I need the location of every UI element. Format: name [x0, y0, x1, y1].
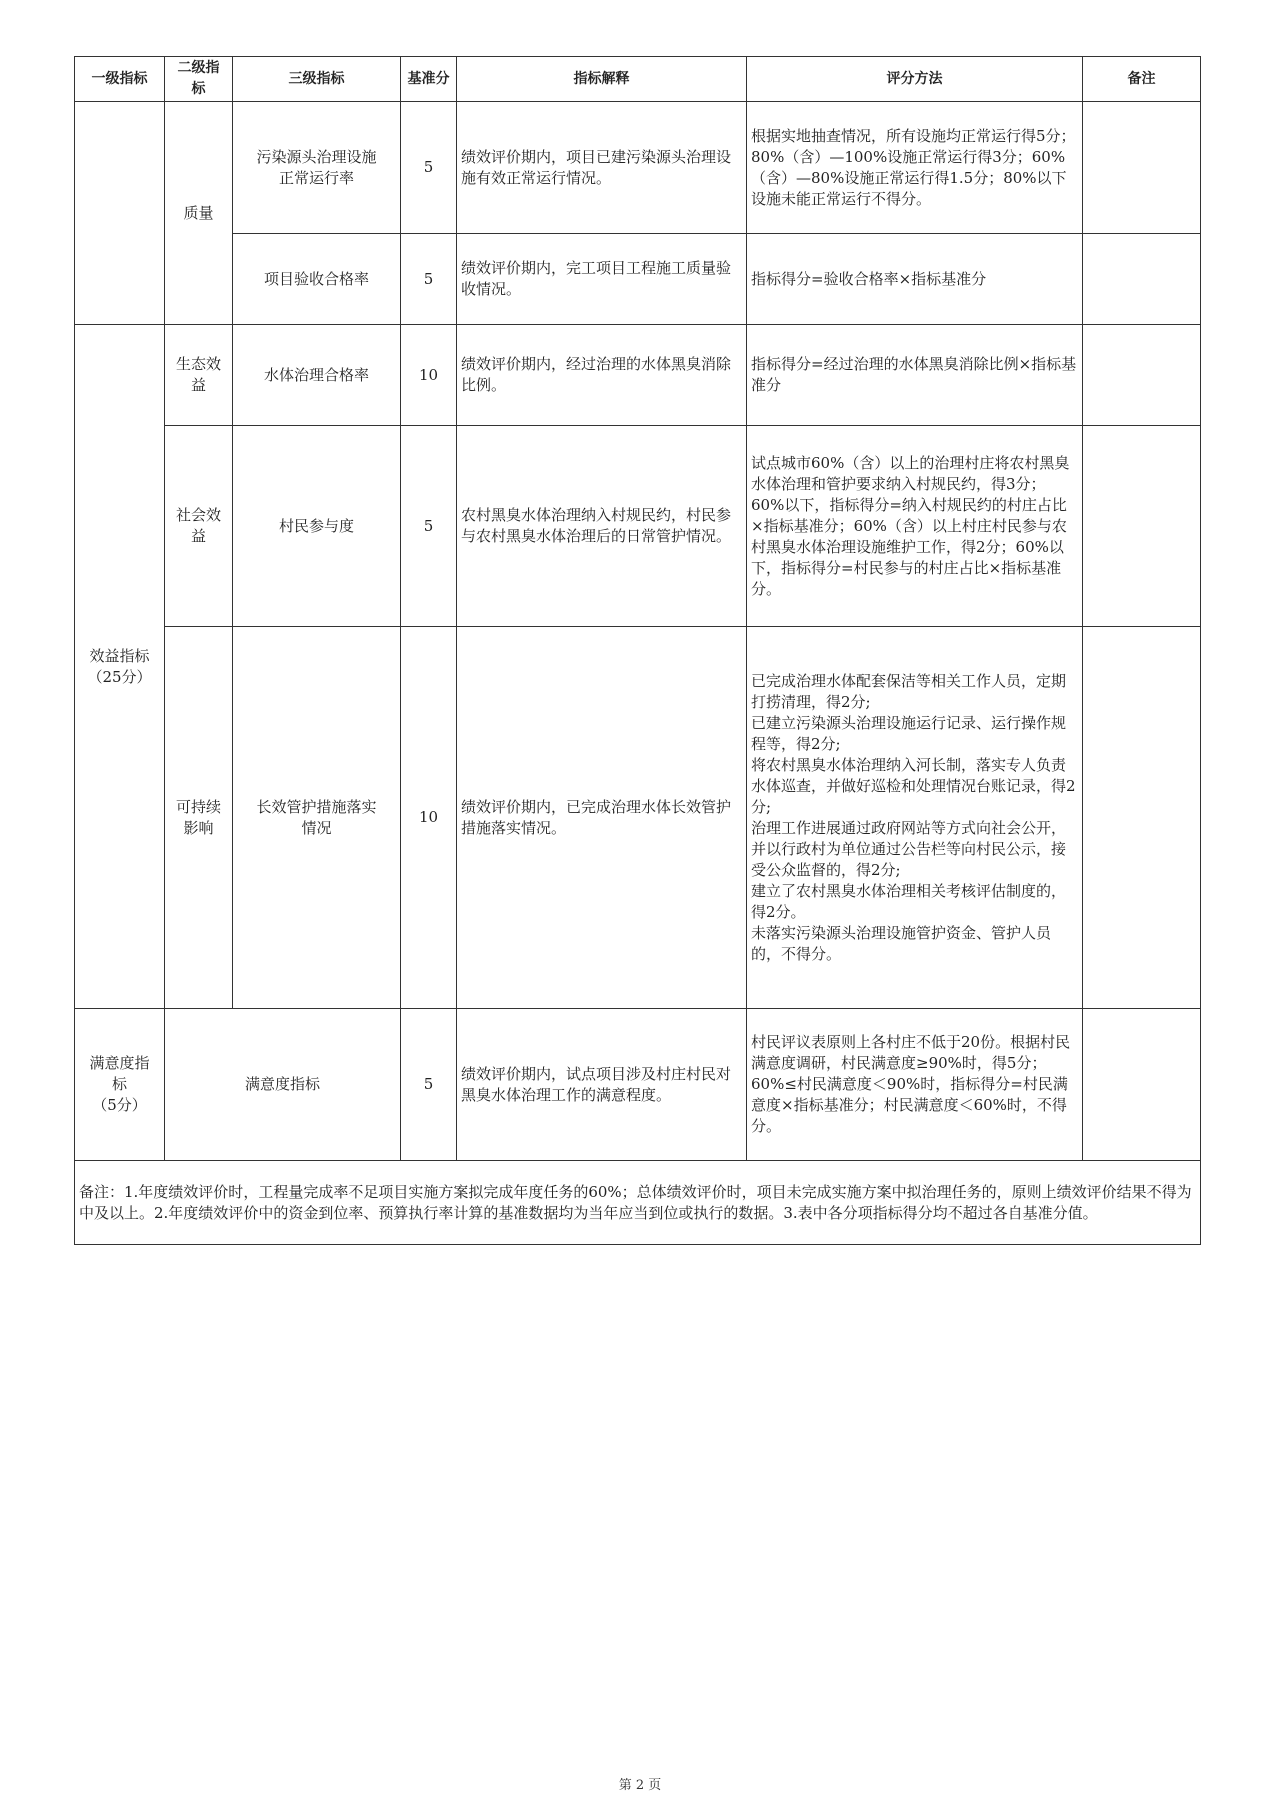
method-cell: 指标得分=验收合格率×指标基准分 — [747, 234, 1083, 325]
score-cell: 5 — [401, 426, 457, 627]
table-note: 备注：1.年度绩效评价时，工程量完成率不足项目实施方案拟完成年度任务的60%；总体绩效评价时，项目未完成实施方案中拟治理任务的，原则上绩效评价结果不得为中及以上。2.年度绩效评价中的资金到位率、预算执行率计算的基准数据均为当年应当到位或执行的数据。3.表中各分项指标得分均不超过各自基准分值。 — [75, 1161, 1201, 1245]
table-row — [75, 234, 1201, 325]
remark-cell — [1083, 325, 1201, 426]
evaluation-table — [74, 56, 1201, 1245]
explanation-cell: 绩效评价期内，试点项目涉及村庄村民对黑臭水体治理工作的满意程度。 — [457, 1009, 747, 1161]
level1-cell: 满意度指 标 （5分） — [75, 1009, 165, 1161]
header-row — [75, 57, 1201, 102]
remark-cell — [1083, 234, 1201, 325]
table-row — [75, 426, 1201, 627]
level3-cell: 长效管护措施落实 情况 — [233, 627, 401, 1009]
explanation-cell: 绩效评价期内，项目已建污染源头治理设施有效正常运行情况。 — [457, 102, 747, 234]
level2-3-cell: 满意度指标 — [165, 1009, 401, 1161]
header-remark: 备注 — [1083, 57, 1201, 102]
remark-cell — [1083, 102, 1201, 234]
level2-cell: 社会效 益 — [165, 426, 233, 627]
score-cell: 5 — [401, 234, 457, 325]
explanation-cell: 绩效评价期内，已完成治理水体长效管护措施落实情况。 — [457, 627, 747, 1009]
remark-cell — [1083, 627, 1201, 1009]
table-row — [75, 1009, 1201, 1161]
explanation-cell: 农村黑臭水体治理纳入村规民约，村民参与农村黑臭水体治理后的日常管护情况。 — [457, 426, 747, 627]
header-base-score: 基准分 — [401, 57, 457, 102]
page-number: 第 2 页 — [618, 1778, 662, 1793]
level1-cell: 效益指标 （25分） — [75, 325, 165, 1009]
header-explanation: 指标解释 — [457, 57, 747, 102]
method-cell: 指标得分=经过治理的水体黑臭消除比例×指标基准分 — [747, 325, 1083, 426]
method-cell: 根据实地抽查情况，所有设施均正常运行得5分；80%（含）—100%设施正常运行得3分；60%（含）—80%设施正常运行得1.5分；80%以下设施未能正常运行不得分。 — [747, 102, 1083, 234]
explanation-cell: 绩效评价期内，经过治理的水体黑臭消除比例。 — [457, 325, 747, 426]
score-cell: 10 — [401, 627, 457, 1009]
level2-cell: 质量 — [165, 102, 233, 325]
level3-cell: 村民参与度 — [233, 426, 401, 627]
level3-cell: 项目验收合格率 — [233, 234, 401, 325]
method-cell: 已完成治理水体配套保洁等相关工作人员，定期打捞清理，得2分; 已建立污染源头治理设施运行记录、运行操作规程等，得2分; 将农村黑臭水体治理纳入河长制，落实专人负责水体巡查，并做好巡检和处理情况台账记录，得2分; 治理工作进展通过政府网站等方式向社会公开，并以行政村为单位通过公告栏等向村民公示，接受公众监督的，得2分; 建立了农村黑臭水体治理相关考核评估制度的，得2分。 未落实污染源头治理设施管护资金、管护人员的，不得分。 — [747, 627, 1083, 1009]
level2-cell: 可持续 影响 — [165, 627, 233, 1009]
header-level2: 二级指 标 — [165, 57, 233, 102]
explanation-cell: 绩效评价期内，完工项目工程施工质量验收情况。 — [457, 234, 747, 325]
note-row — [75, 1161, 1201, 1245]
remark-cell — [1083, 1009, 1201, 1161]
score-cell: 5 — [401, 102, 457, 234]
level3-cell: 污染源头治理设施 正常运行率 — [233, 102, 401, 234]
header-level1: 一级指标 — [75, 57, 165, 102]
remark-cell — [1083, 426, 1201, 627]
method-cell: 试点城市60%（含）以上的治理村庄将农村黑臭水体治理和管护要求纳入村规民约，得3分；60%以下，指标得分=纳入村规民约的村庄占比×指标基准分；60%（含）以上村庄村民参与农村黑臭水体治理设施维护工作，得2分；60%以下，指标得分=村民参与的村庄占比×指标基准分。 — [747, 426, 1083, 627]
score-cell: 10 — [401, 325, 457, 426]
table-row — [75, 325, 1201, 426]
header-level3: 三级指标 — [233, 57, 401, 102]
level3-cell: 水体治理合格率 — [233, 325, 401, 426]
level2-cell: 生态效 益 — [165, 325, 233, 426]
table-row — [75, 627, 1201, 1009]
table-row — [75, 102, 1201, 234]
method-cell: 村民评议表原则上各村庄不低于20份。根据村民满意度调研，村民满意度≥90%时，得5分；60%≤村民满意度＜90%时，指标得分=村民满意度×指标基准分；村民满意度＜60%时，不得分。 — [747, 1009, 1083, 1161]
level1-cell-empty — [75, 102, 165, 325]
score-cell: 5 — [401, 1009, 457, 1161]
header-scoring-method: 评分方法 — [747, 57, 1083, 102]
